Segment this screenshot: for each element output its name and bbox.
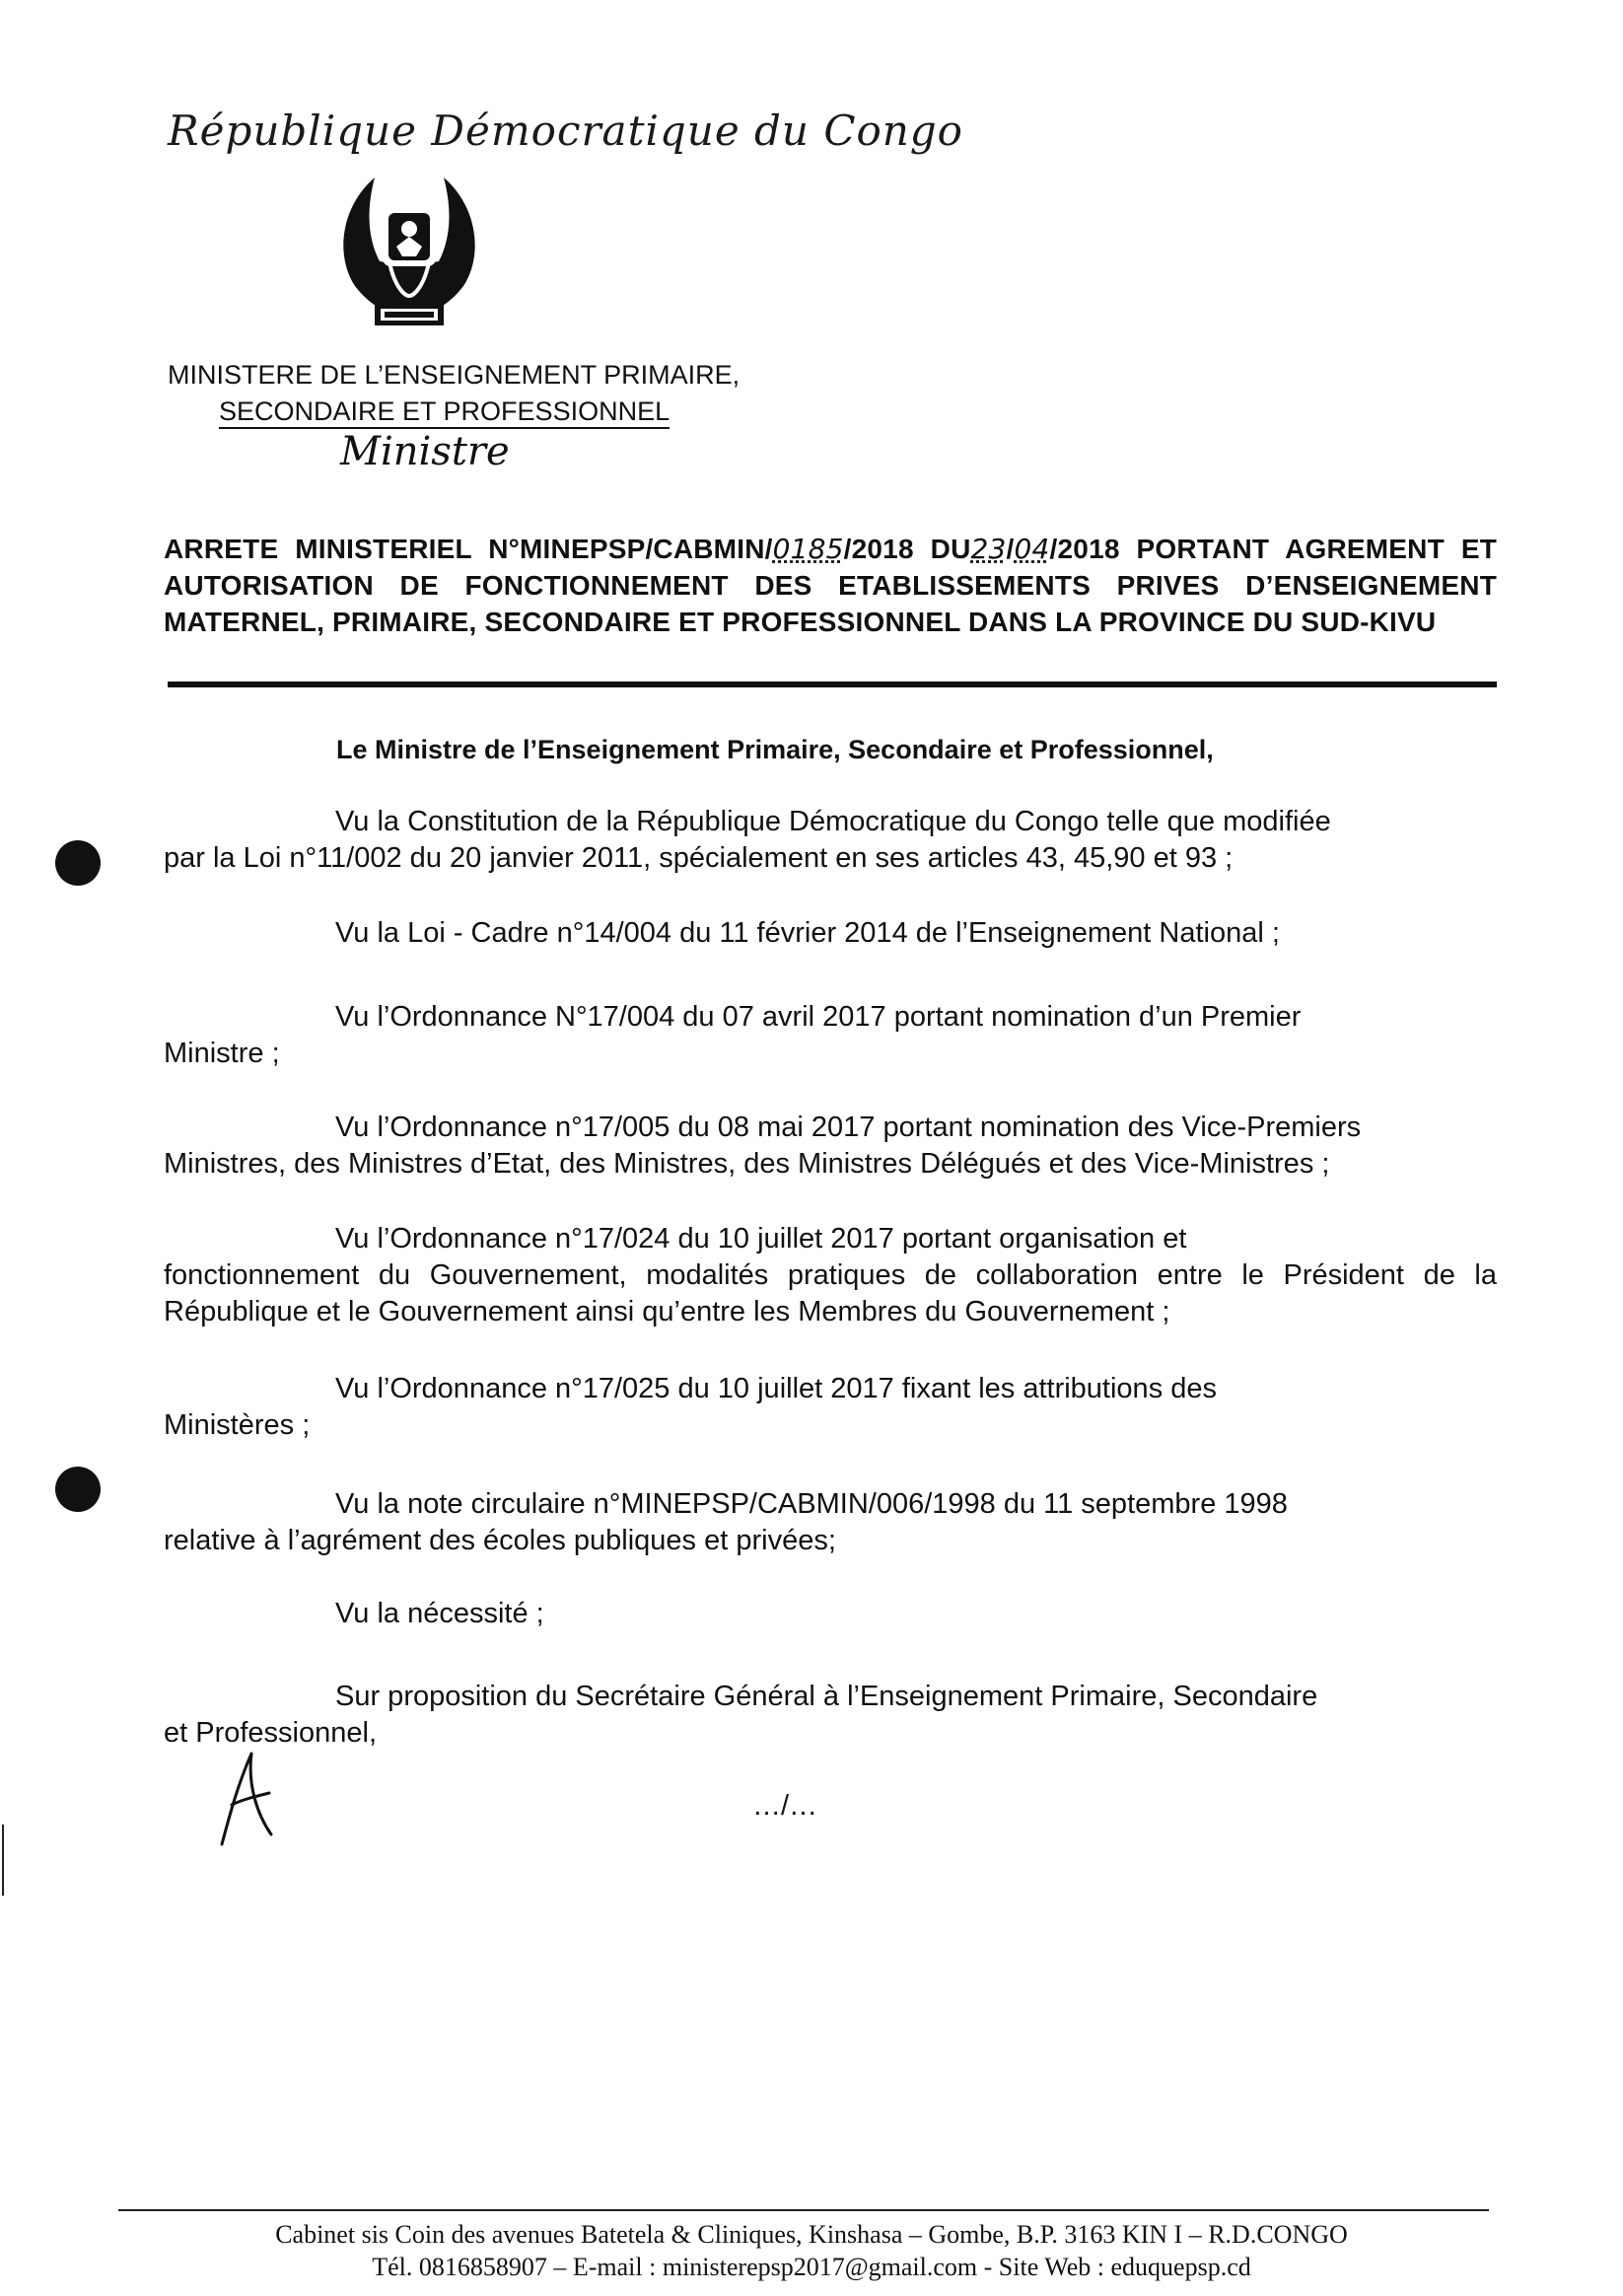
recital-paragraph (164, 1221, 1497, 1330)
title-mid: /2018 DU (843, 534, 971, 564)
recital-continuation: relative à l’agrément des écoles publiques et privées; (164, 1525, 836, 1556)
recital-paragraph (164, 804, 1497, 877)
punch-hole-mark (55, 1467, 101, 1512)
recital-paragraph (164, 1371, 1497, 1444)
recital-paragraph (164, 999, 1497, 1072)
recital-paragraph (164, 1679, 1497, 1752)
title-sep: / (1006, 534, 1015, 564)
recital-continuation: par la Loi n°11/002 du 20 janvier 2011, spécialement en ses articles 43, 45,90 et 93 ; (164, 842, 1234, 874)
recital-paragraph (164, 1596, 1497, 1632)
recital-continuation: Ministre ; (164, 1038, 280, 1069)
footer-contact: Tél. 0816858907 – E-mail : ministerepsp2017@gmail.com - Site Web : eduquepsp.cd (372, 2253, 1251, 2281)
recital-first-line: Vu la nécessité ; (335, 1598, 544, 1629)
recital-paragraph (164, 1486, 1497, 1559)
title-suffix: /2018 PORTANT AGREMENT ET AUTORISATION DE FONCTIONNEMENT DES ETABLISSEMENTS PRIVES D’ENSEIGNEMENT MATERNEL, PRIMAIRE, SECONDAIRE ET PROFESSIONNEL DANS LA PROVINCE DU SUD-KIVU (164, 534, 1497, 637)
decree-month-handwritten: 04 (1014, 533, 1050, 565)
recital-continuation: Ministères ; (164, 1409, 311, 1441)
decree-subject: Le Ministre de l’Enseignement Primaire, Secondaire et Professionnel, (336, 735, 1214, 764)
ministre-heading: Ministre (340, 429, 510, 474)
recital-first-line: Vu la Loi - Cadre n°14/004 du 11 février 2014 de l’Enseignement National ; (335, 917, 1280, 949)
decree-title (164, 531, 1497, 640)
handwritten-initials-icon (212, 1746, 291, 1854)
recital-first-line: Sur proposition du Secrétaire Général à l’Enseignement Primaire, Secondaire (335, 1681, 1318, 1712)
punch-hole-mark (55, 840, 101, 886)
ministry-line-2: SECONDAIRE ET PROFESSIONNEL (219, 395, 670, 429)
recital-first-line: Vu l’Ordonnance N°17/004 du 07 avril 2017 portant nomination d’un Premier (335, 1001, 1302, 1033)
recital-continuation: et Professionnel, (164, 1717, 378, 1749)
recital-paragraph (164, 915, 1497, 952)
ministry-line-1: MINISTERE DE L’ENSEIGNEMENT PRIMAIRE, (168, 360, 741, 390)
recital-paragraph (164, 1110, 1497, 1183)
title-divider (168, 682, 1497, 687)
ministry-name (168, 357, 740, 430)
recital-continuation: fonctionnement du Gouvernement, modalités pratiques de collaboration entre le Président de la République et le Gouvernement ainsi qu’entre les Membres du Gouvernement ; (164, 1259, 1497, 1327)
recital-first-line: Vu la note circulaire n°MINEPSP/CABMIN/006/1998 du 11 septembre 1998 (335, 1488, 1288, 1520)
recital-continuation: Ministres, des Ministres d’Etat, des Ministres, des Ministres Délégués et des Vice-Ministres ; (164, 1148, 1330, 1180)
title-prefix: ARRETE MINISTERIEL N°MINEPSP/CABMIN/ (164, 534, 773, 564)
footer-address: Cabinet sis Coin des avenues Batetela & Cliniques, Kinshasa – Gombe, B.P. 3163 KIN I – R.D.CONGO (275, 2220, 1348, 2249)
decree-number-handwritten: 0185 (772, 533, 844, 565)
coat-of-arms-icon (335, 168, 483, 335)
decree-day-handwritten: 23 (970, 533, 1007, 565)
footer-divider (118, 2209, 1489, 2211)
recital-first-line: Vu l’Ordonnance n°17/024 du 10 juillet 2017 portant organisation et (335, 1223, 1187, 1255)
margin-mark (2, 1825, 4, 1896)
recital-first-line: Vu la Constitution de la République Démocratique du Congo telle que modifiée (335, 806, 1331, 837)
recital-first-line: Vu l’Ordonnance n°17/005 du 08 mai 2017 portant nomination des Vice-Premiers (335, 1112, 1362, 1143)
republic-heading: République Démocratique du Congo (168, 107, 963, 155)
recital-first-line: Vu l’Ordonnance n°17/025 du 10 juillet 2017 fixant les attributions des (335, 1373, 1218, 1404)
continuation-mark: …/… (752, 1790, 818, 1822)
